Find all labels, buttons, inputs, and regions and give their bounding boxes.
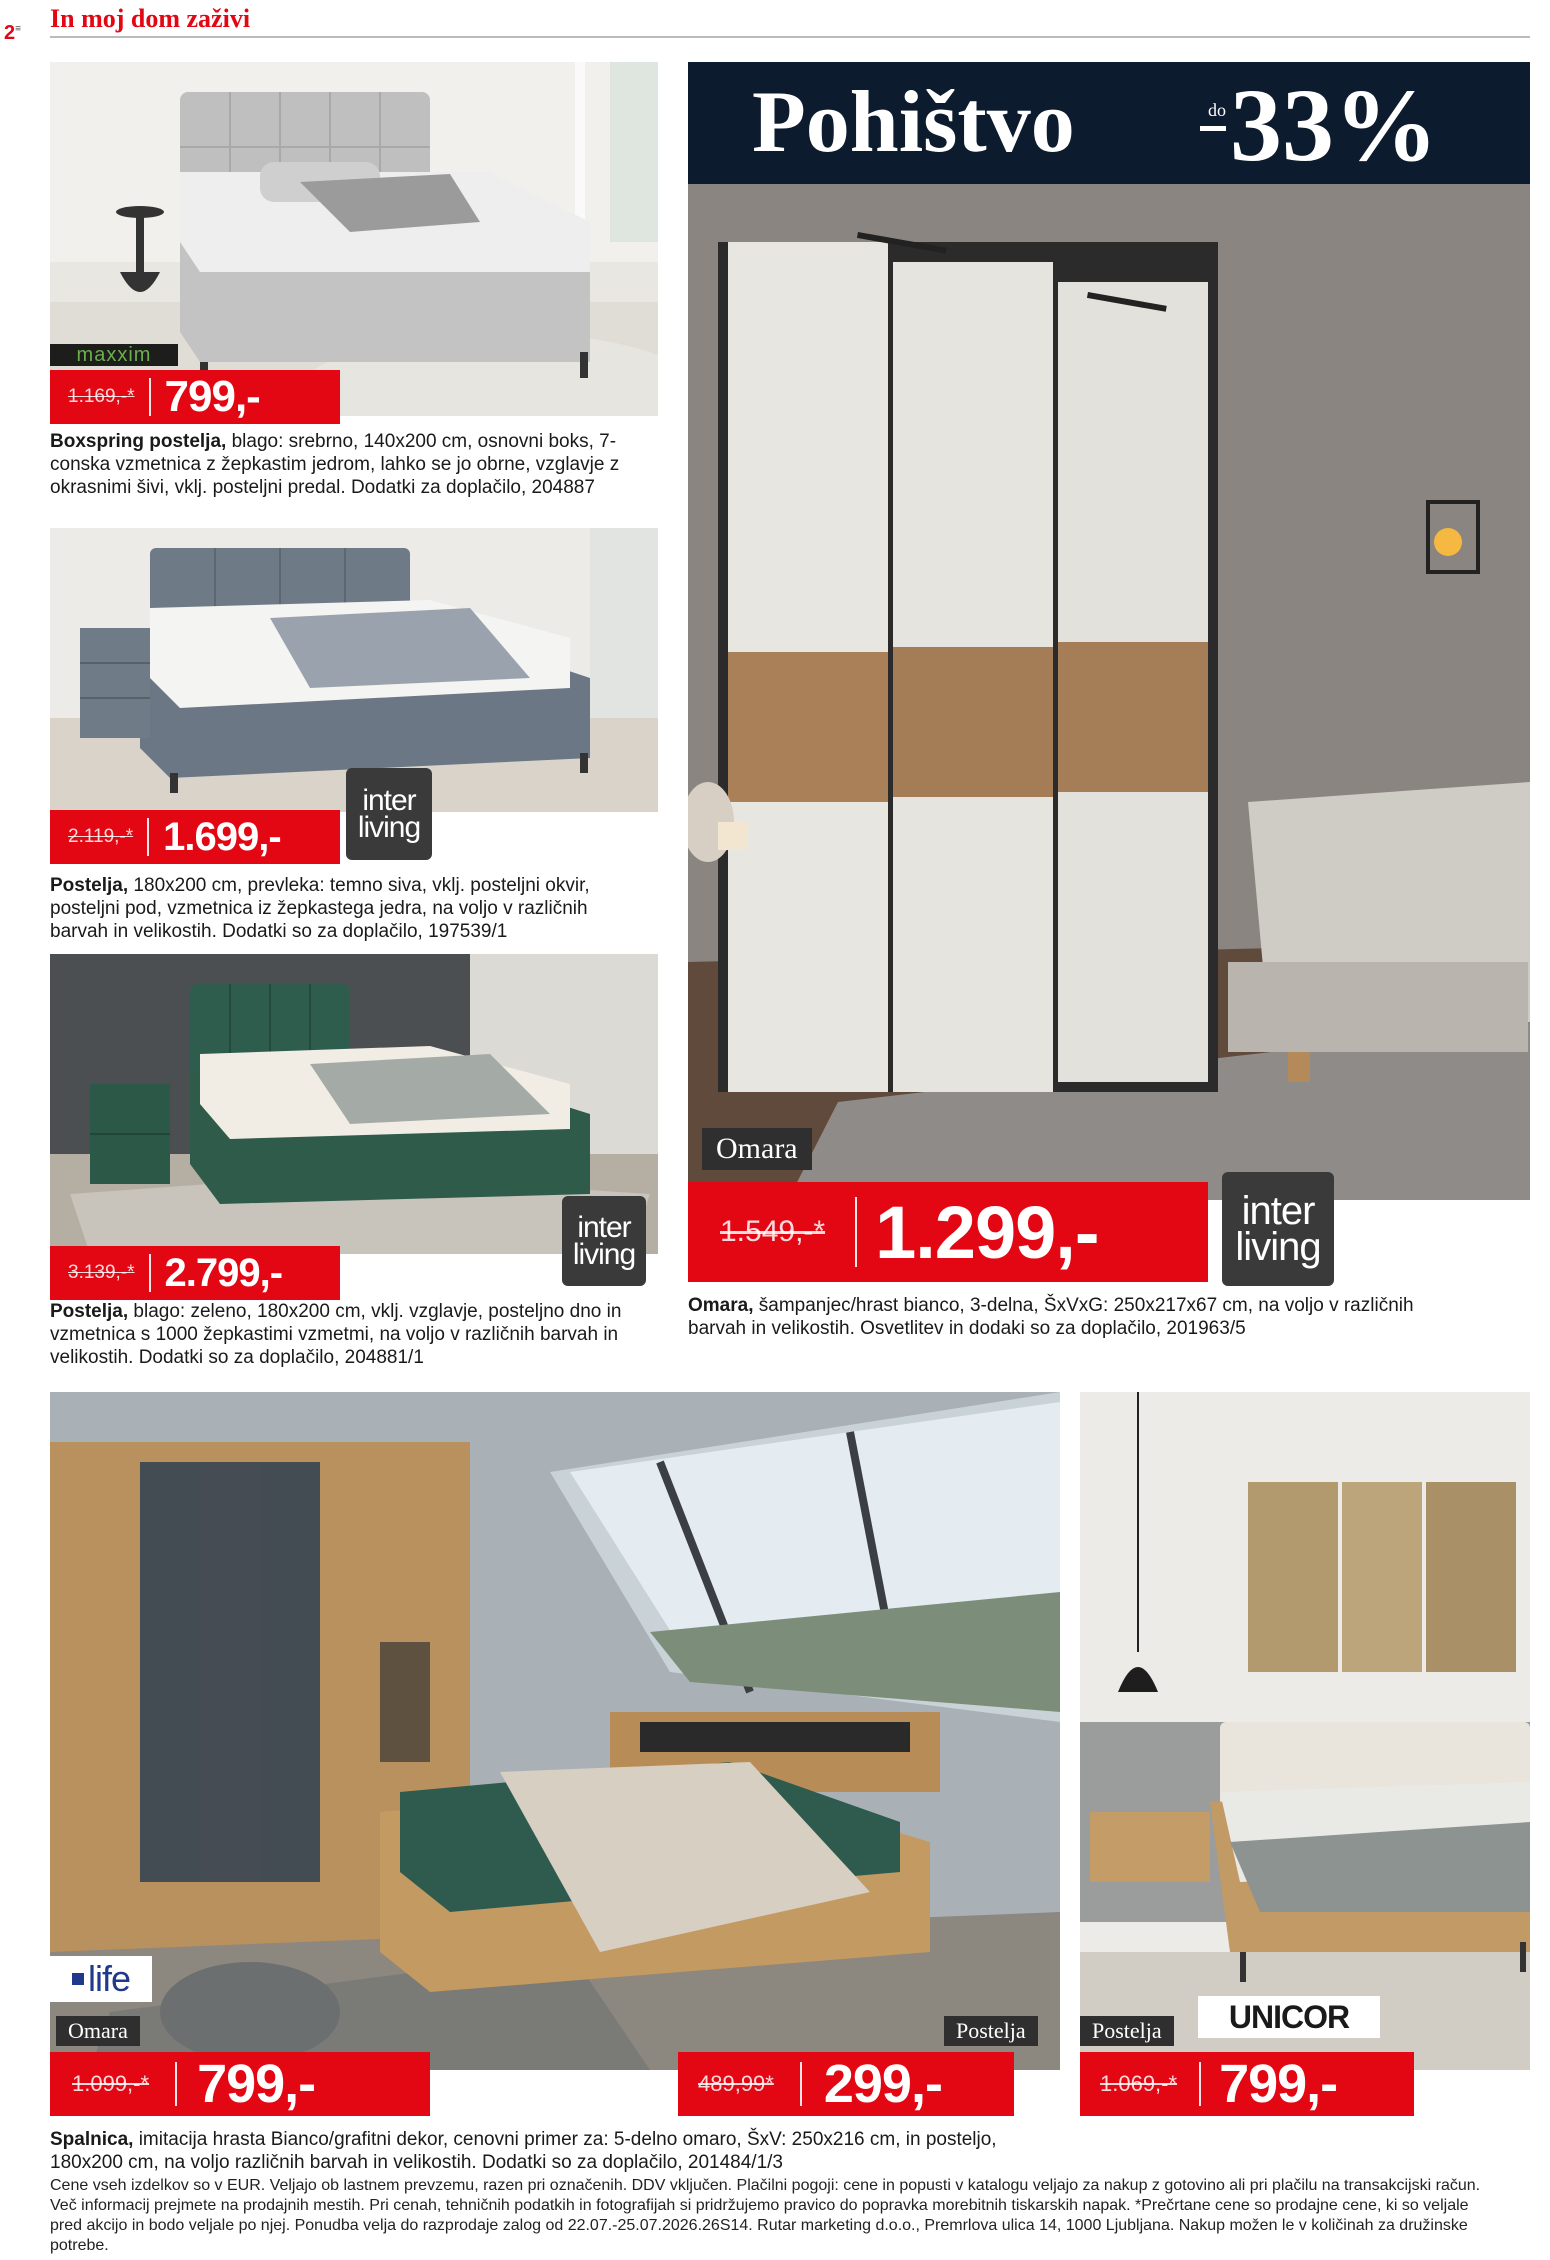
product-text: imitacija hrasta Bianco/grafitni dekor, cenovni primer za: 5-delno omaro, ŠxV: 250x216 cm, in posteljo, 180x200 cm, na voljo različnih barvah in velikostih. Dodatki so za doplačilo, 201484/1/3 xyxy=(50,2129,997,2173)
bedroom-wardrobe-label: Omara xyxy=(56,2016,140,2046)
unicor-logo: UNICOR xyxy=(1198,1996,1380,2038)
product-title: Postelja, xyxy=(50,875,129,896)
product-title: Postelja, xyxy=(50,1301,129,1322)
old-price: 1.069,-* xyxy=(1100,2071,1178,2096)
boxspring-description xyxy=(50,430,640,499)
discount-banner xyxy=(688,62,1530,184)
product-text: šampanjec/hrast bianco, 3-delna, ŠxVxG: 250x217x67 cm, na voljo v različnih barvah in velikostih. Osvetlitev in dodaki so za doplačilo, 201963/5 xyxy=(688,1295,1414,1339)
grey-bed-price-tag xyxy=(50,810,340,864)
old-price: 489,99* xyxy=(698,2071,774,2096)
new-price: 799,- xyxy=(1219,2054,1338,2114)
page-header-title: In moj dom zaživi xyxy=(50,4,251,33)
bedroom-set-description xyxy=(50,2128,1070,2174)
product-text: blago: zeleno, 180x200 cm, vklj. vzglavje, posteljno dno in vzmetnica s 1000 žepkastimi vzmetmi, na voljo v različnih barvah in velikostih. Dodatki so za doplačilo, 204881/1 xyxy=(50,1301,622,1368)
interliving-logo: inter living xyxy=(562,1196,646,1286)
product-text: 180x200 cm, prevleka: temno siva, vklj. posteljni okvir, posteljni pod, vzmetnica iz žepkastega jedra, na voljo v različnih barvah in velikostih. Dodatki so za doplačilo, 197539/1 xyxy=(50,875,590,942)
new-price: 799,- xyxy=(164,372,260,421)
bedroom-wardrobe-price-tag xyxy=(50,2052,430,2116)
new-price: 299,- xyxy=(823,2054,942,2114)
interliving-logo: inter living xyxy=(1222,1172,1334,1286)
product-title: Spalnica, xyxy=(50,2129,134,2150)
product-title: Omara, xyxy=(688,1295,754,1316)
old-price: 1.099,-* xyxy=(72,2071,150,2096)
old-price: 2.119,-* xyxy=(68,826,134,847)
unicor-bed-price-tag xyxy=(1080,2052,1414,2116)
life-logo: life xyxy=(50,1956,152,2002)
banner-minus xyxy=(1200,126,1226,131)
unicor-bed-label: Postelja xyxy=(1080,2016,1174,2046)
maxxim-logo: maxxim xyxy=(50,344,178,366)
product-title: Boxspring postelja, xyxy=(50,431,227,452)
banner-discount: 33% xyxy=(1230,68,1438,183)
green-bed-price-tag xyxy=(50,1246,340,1300)
unicor-bed-photo xyxy=(1080,1392,1530,2070)
wardrobe-description xyxy=(688,1294,1468,1340)
header-divider xyxy=(50,36,1530,38)
old-price: 1.169,-* xyxy=(68,386,135,407)
interliving-logo: inter living xyxy=(346,768,432,860)
new-price: 2.799,- xyxy=(164,1250,283,1295)
wardrobe-category-label: Omara xyxy=(702,1128,812,1170)
page-number: 2≡ xyxy=(4,22,21,44)
life-logo-square-icon xyxy=(72,1973,84,1985)
wardrobe-price-tag xyxy=(688,1182,1208,1282)
new-price: 1.299,- xyxy=(875,1190,1099,1274)
banner-prefix: do xyxy=(1208,100,1226,120)
wardrobe-photo xyxy=(688,62,1530,1200)
old-price: 1.549,-* xyxy=(720,1215,826,1248)
product-text: blago: srebrno, 140x200 cm, osnovni boks, 7-conska vzmetnica z žepkastim jedrom, lahko se jo obrne, vzglavje z okrasnimi šivi, vklj. posteljni predal. Dodatki za doplačilo, 204887 xyxy=(50,431,620,498)
legal-footer: Cene vseh izdelkov so v EUR. Veljajo ob lastnem prevzemu, razen pri označenih. DDV vključen. Plačilni pogoji: cene in popusti v katalogu veljajo za nakup z gotovino ali pri plačilu na transakcijski račun. Več informacij prejmete na prodajnih mestih. Pri cenah, tehničnih podatkih in fotografijah si pridržujemo pravico do popravka morebitnih tiskarskih napak. *Prečrtane cene so prodajne cene, ki so veljale pred akcijo in bodo veljale po njej. Ponudba velja do razprodaje zalog od 22.07.-25.07.2026.26S14. Rutar marketing d.o.o., Premrlova ulica 14, 1000 Ljubljana. Nakup možen le v količinah za družinske potrebe. xyxy=(50,2177,1481,2254)
new-price: 799,- xyxy=(197,2054,316,2114)
bedroom-bed-label: Postelja xyxy=(944,2016,1038,2046)
old-price: 3.139,-* xyxy=(68,1262,135,1283)
boxspring-price-tag xyxy=(50,370,340,424)
grey-bed-description xyxy=(50,874,650,943)
bedroom-set-photo xyxy=(50,1392,1060,2070)
new-price: 1.699,- xyxy=(163,814,281,859)
banner-title: Pohištvo xyxy=(752,74,1075,171)
bedroom-bed-price-tag xyxy=(678,2052,1014,2116)
green-bed-description xyxy=(50,1300,675,1369)
